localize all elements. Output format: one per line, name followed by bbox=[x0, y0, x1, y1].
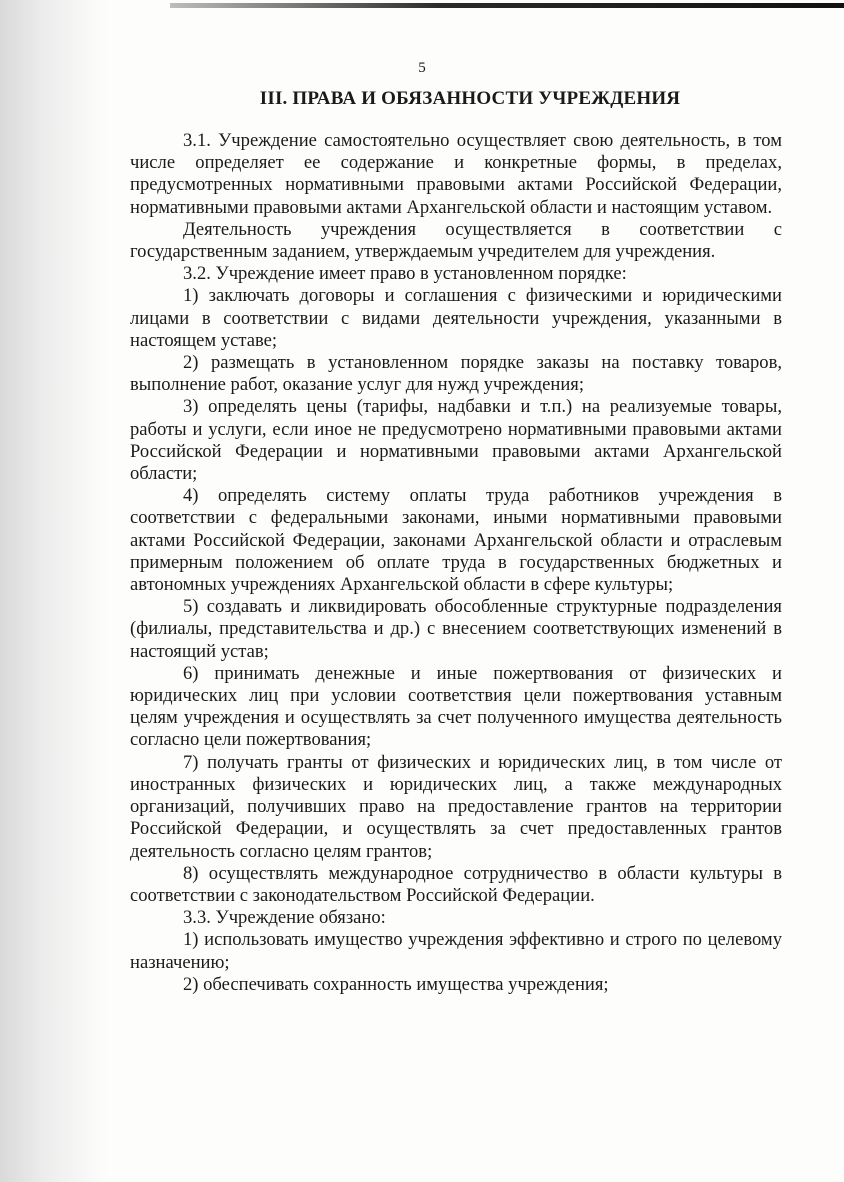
paragraph: 3.1. Учреждение самостоятельно осуществляет свою деятельность, в том числе определяет ее содержание и конкретные формы, в пределах, предусмотренных нормативными правовыми актами Российской Федерации, нормативными правовыми актами Архангельской области и настоящим уставом. bbox=[130, 130, 782, 218]
paragraph: 4) определять систему оплаты труда работников учреждения в соответствии с федеральными законами, иными нормативными правовыми актами Российской Федерации, законами Архангельской области и отраслевым примерным положением об оплате труда в государственных бюджетных и автономных учреждениях Архангельской области в сфере культуры; bbox=[130, 485, 782, 596]
paragraph: Деятельность учреждения осуществляется в соответствии с государственным заданием, утверждаемым учредителем для учреждения. bbox=[130, 218, 782, 263]
paragraph: 3.3. Учреждение обязано: bbox=[183, 907, 386, 929]
paragraph: 8) осуществлять международное сотрудничество в области культуры в соответствии с законодательством Российской Федерации. bbox=[130, 862, 782, 906]
document-body bbox=[130, 130, 782, 996]
paragraph: 7) получать гранты от физических и юридических лиц, в том числе от иностранных физических и юридических лиц, а также международных организаций, получивших право на предоставление грантов на территории Российской Федерации, и осуществлять за счет предоставленных грантов деятельность согласно целям грантов; bbox=[130, 751, 782, 862]
paragraph: 1) заключать договоры и соглашения с физическими и юридическими лицами в соответствии с видами деятельности учреждения, указанными в настоящем уставе; bbox=[130, 285, 782, 351]
paragraph: 2) обеспечивать сохранность имущества учреждения; bbox=[183, 973, 609, 995]
paragraph: 6) принимать денежные и иные пожертвования от физических и юридических лиц при условии соответствия цели пожертвования уставным целям учреждения и осуществлять за счет полученного имущества деятельность согласно цели пожертвования; bbox=[130, 662, 782, 751]
paragraph: 1) использовать имущество учреждения эффективно и строго по целевому назначению; bbox=[130, 929, 782, 973]
paragraph: 3) определять цены (тарифы, надбавки и т.п.) на реализуемые товары, работы и услуги, если иное не предусмотрено нормативными правовыми актами Российской Федерации и нормативными правовыми актами Архангельской области; bbox=[130, 396, 782, 485]
paragraph: 5) создавать и ликвидировать обособленные структурные подразделения (филиалы, представительства и др.) с внесением соответствующих изменений в настоящий устав; bbox=[130, 596, 782, 662]
paragraph: 3.2. Учреждение имеет право в установленном порядке: bbox=[183, 263, 627, 285]
page-number: 5 bbox=[418, 60, 426, 76]
paragraph: 2) размещать в установленном порядке заказы на поставку товаров, выполнение работ, оказание услуг для нужд учреждения; bbox=[130, 352, 782, 396]
section-heading: III. ПРАВА И ОБЯЗАННОСТИ УЧРЕЖДЕНИЯ bbox=[259, 88, 681, 109]
scan-edge-line bbox=[170, 3, 844, 8]
scan-shadow bbox=[0, 0, 108, 1182]
